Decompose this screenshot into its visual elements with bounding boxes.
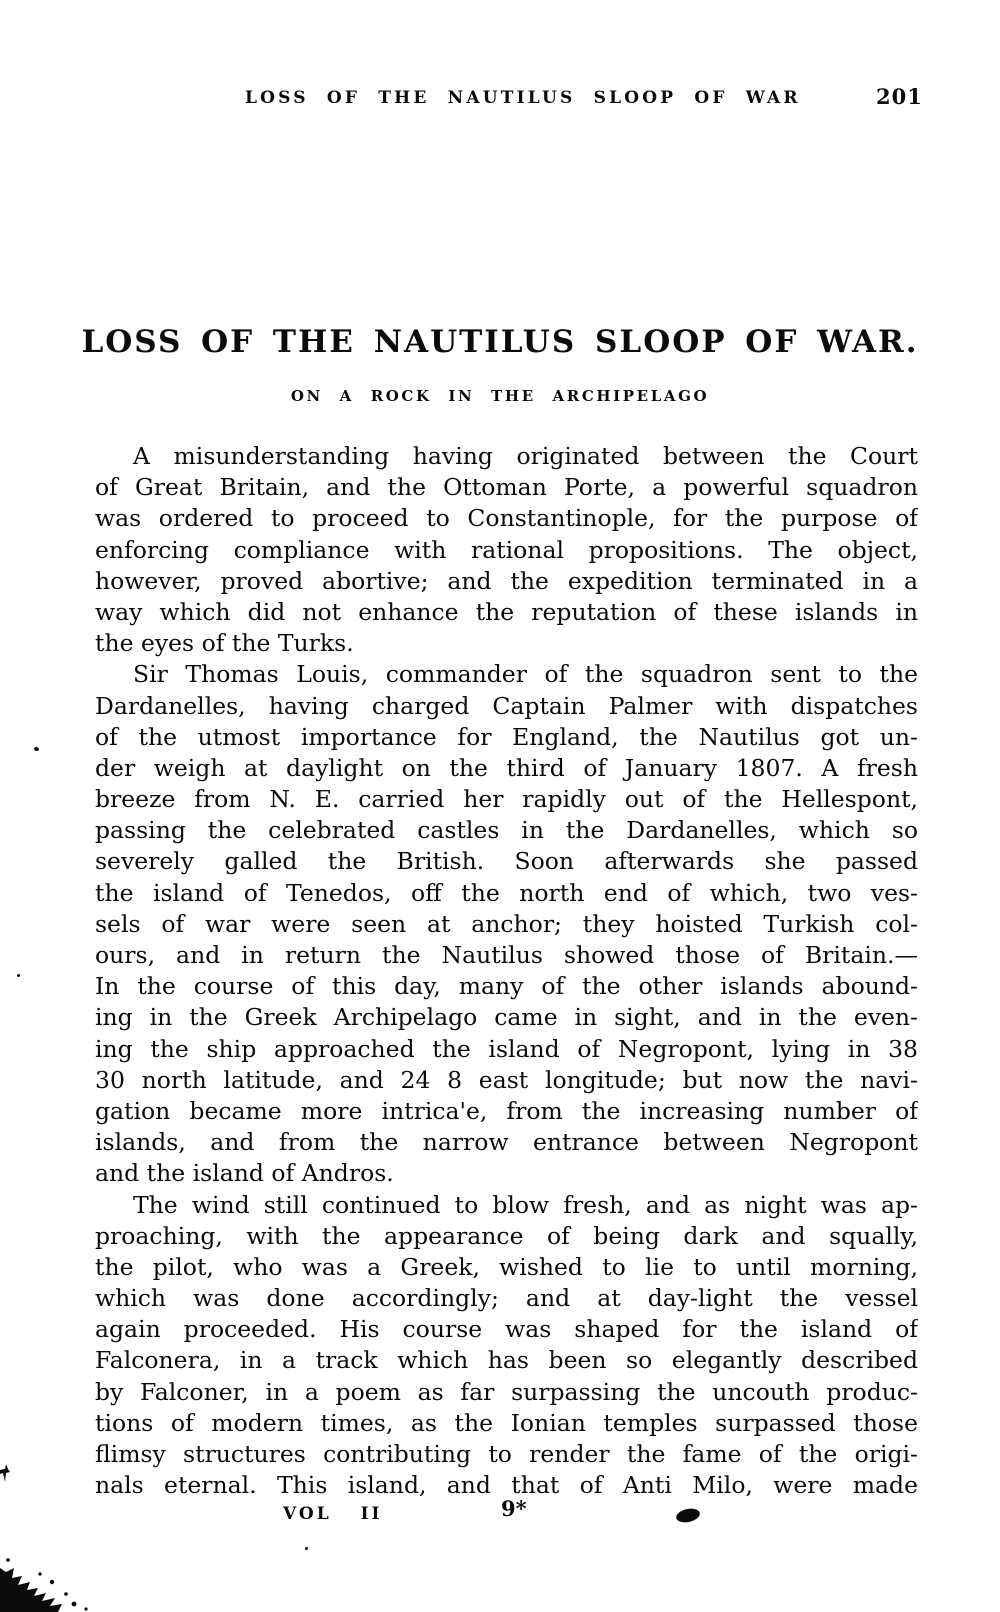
- text-line: flimsy structures contributing to render the fame of the origi-: [95, 1440, 918, 1468]
- text-line: ours, and in return the Nautilus showed those of Britain.—: [95, 941, 918, 969]
- text-line: and the island of Andros.: [95, 1159, 394, 1188]
- text-line: of Great Britain, and the Ottoman Porte, a powerful squadron: [95, 473, 918, 502]
- text-line: islands, and from the narrow entrance between Negropont: [95, 1128, 918, 1157]
- text-line: Dardanelles, having charged Captain Palmer with dispatches: [95, 691, 918, 720]
- text-line: gation became more intrica'e, from the increasing number of: [95, 1096, 918, 1125]
- text-line: again proceeded. His course was shaped for the island of: [95, 1315, 918, 1344]
- text-line: enforcing compliance with rational propositions. The object,: [95, 535, 918, 564]
- ink-speck: [305, 1547, 308, 1550]
- text-line: passing the celebrated castles in the Dardanelles, which so: [95, 816, 918, 845]
- text-line: tions of modern times, as the Ionian temples surpassed those: [95, 1408, 918, 1437]
- ink-speck: [17, 974, 20, 977]
- text-line: the eyes of the Turks.: [95, 629, 354, 658]
- ink-mark-left-edge: [0, 1464, 10, 1482]
- text-line: nals eternal. This island, and that of Anti Milo, were made: [95, 1471, 918, 1500]
- ink-speck: [33, 746, 39, 751]
- text-line: A misunderstanding having originated between the Court: [133, 442, 918, 470]
- text-line: Falconera, in a track which has been so elegantly described: [95, 1346, 918, 1375]
- paragraph-2: [95, 659, 918, 1189]
- chapter-subtitle: ON A ROCK IN THE ARCHIPELAGO: [290, 387, 710, 405]
- text-line: der weigh at daylight on the third of January 1807. A fresh: [95, 753, 918, 782]
- running-header-title: LOSS OF THE NAUTILUS SLOOP OF WAR: [245, 88, 801, 108]
- footer-volume-label: VOL II: [283, 1504, 383, 1524]
- text-line: severely galled the British. Soon afterwards she passed: [95, 847, 918, 876]
- paragraph-3: [95, 1190, 918, 1502]
- text-line: ing the ship approached the island of Negropont, lying in 38: [95, 1034, 918, 1063]
- chapter-title: LOSS OF THE NAUTILUS SLOOP OF WAR.: [81, 324, 919, 360]
- paragraph-1: [95, 441, 918, 659]
- text-line: ing in the Greek Archipelago came in sight, and in the even-: [95, 1003, 918, 1032]
- text-line: way which did not enhance the reputation of these islands in: [95, 597, 918, 626]
- text-line: which was done accordingly; and at day-light the vessel: [95, 1284, 918, 1313]
- text-line: by Falconer, in a poem as far surpassing the uncouth produc-: [95, 1377, 918, 1406]
- body-text: [95, 441, 918, 1501]
- text-line: 30 north latitude, and 24 8 east longitude; but now the navi-: [95, 1065, 918, 1094]
- ink-blot-corner: [0, 1538, 120, 1612]
- text-line: The wind still continued to blow fresh, and as night was ap-: [133, 1190, 918, 1219]
- text-line: Sir Thomas Louis, commander of the squadron sent to the: [133, 660, 918, 689]
- text-line: sels of war were seen at anchor; they hoisted Turkish col-: [95, 909, 918, 938]
- text-line: In the course of this day, many of the other islands abound-: [95, 972, 918, 1001]
- text-line: the pilot, who was a Greek, wished to lie to until morning,: [95, 1252, 918, 1281]
- footer-signature-mark: 9*: [501, 1496, 527, 1521]
- text-line: the island of Tenedos, off the north end of which, two ves-: [95, 878, 918, 907]
- text-line: however, proved abortive; and the expedition terminated in a: [95, 566, 918, 595]
- ink-blot-footer: [675, 1507, 701, 1525]
- text-line: breeze from N. E. carried her rapidly out of the Hellespont,: [95, 785, 918, 814]
- text-line: proaching, with the appearance of being dark and squally,: [95, 1221, 918, 1250]
- text-line: was ordered to proceed to Constantinople, for the purpose of: [95, 504, 918, 533]
- page-number: 201: [876, 84, 923, 109]
- text-line: of the utmost importance for England, the Nautilus got un-: [95, 722, 918, 751]
